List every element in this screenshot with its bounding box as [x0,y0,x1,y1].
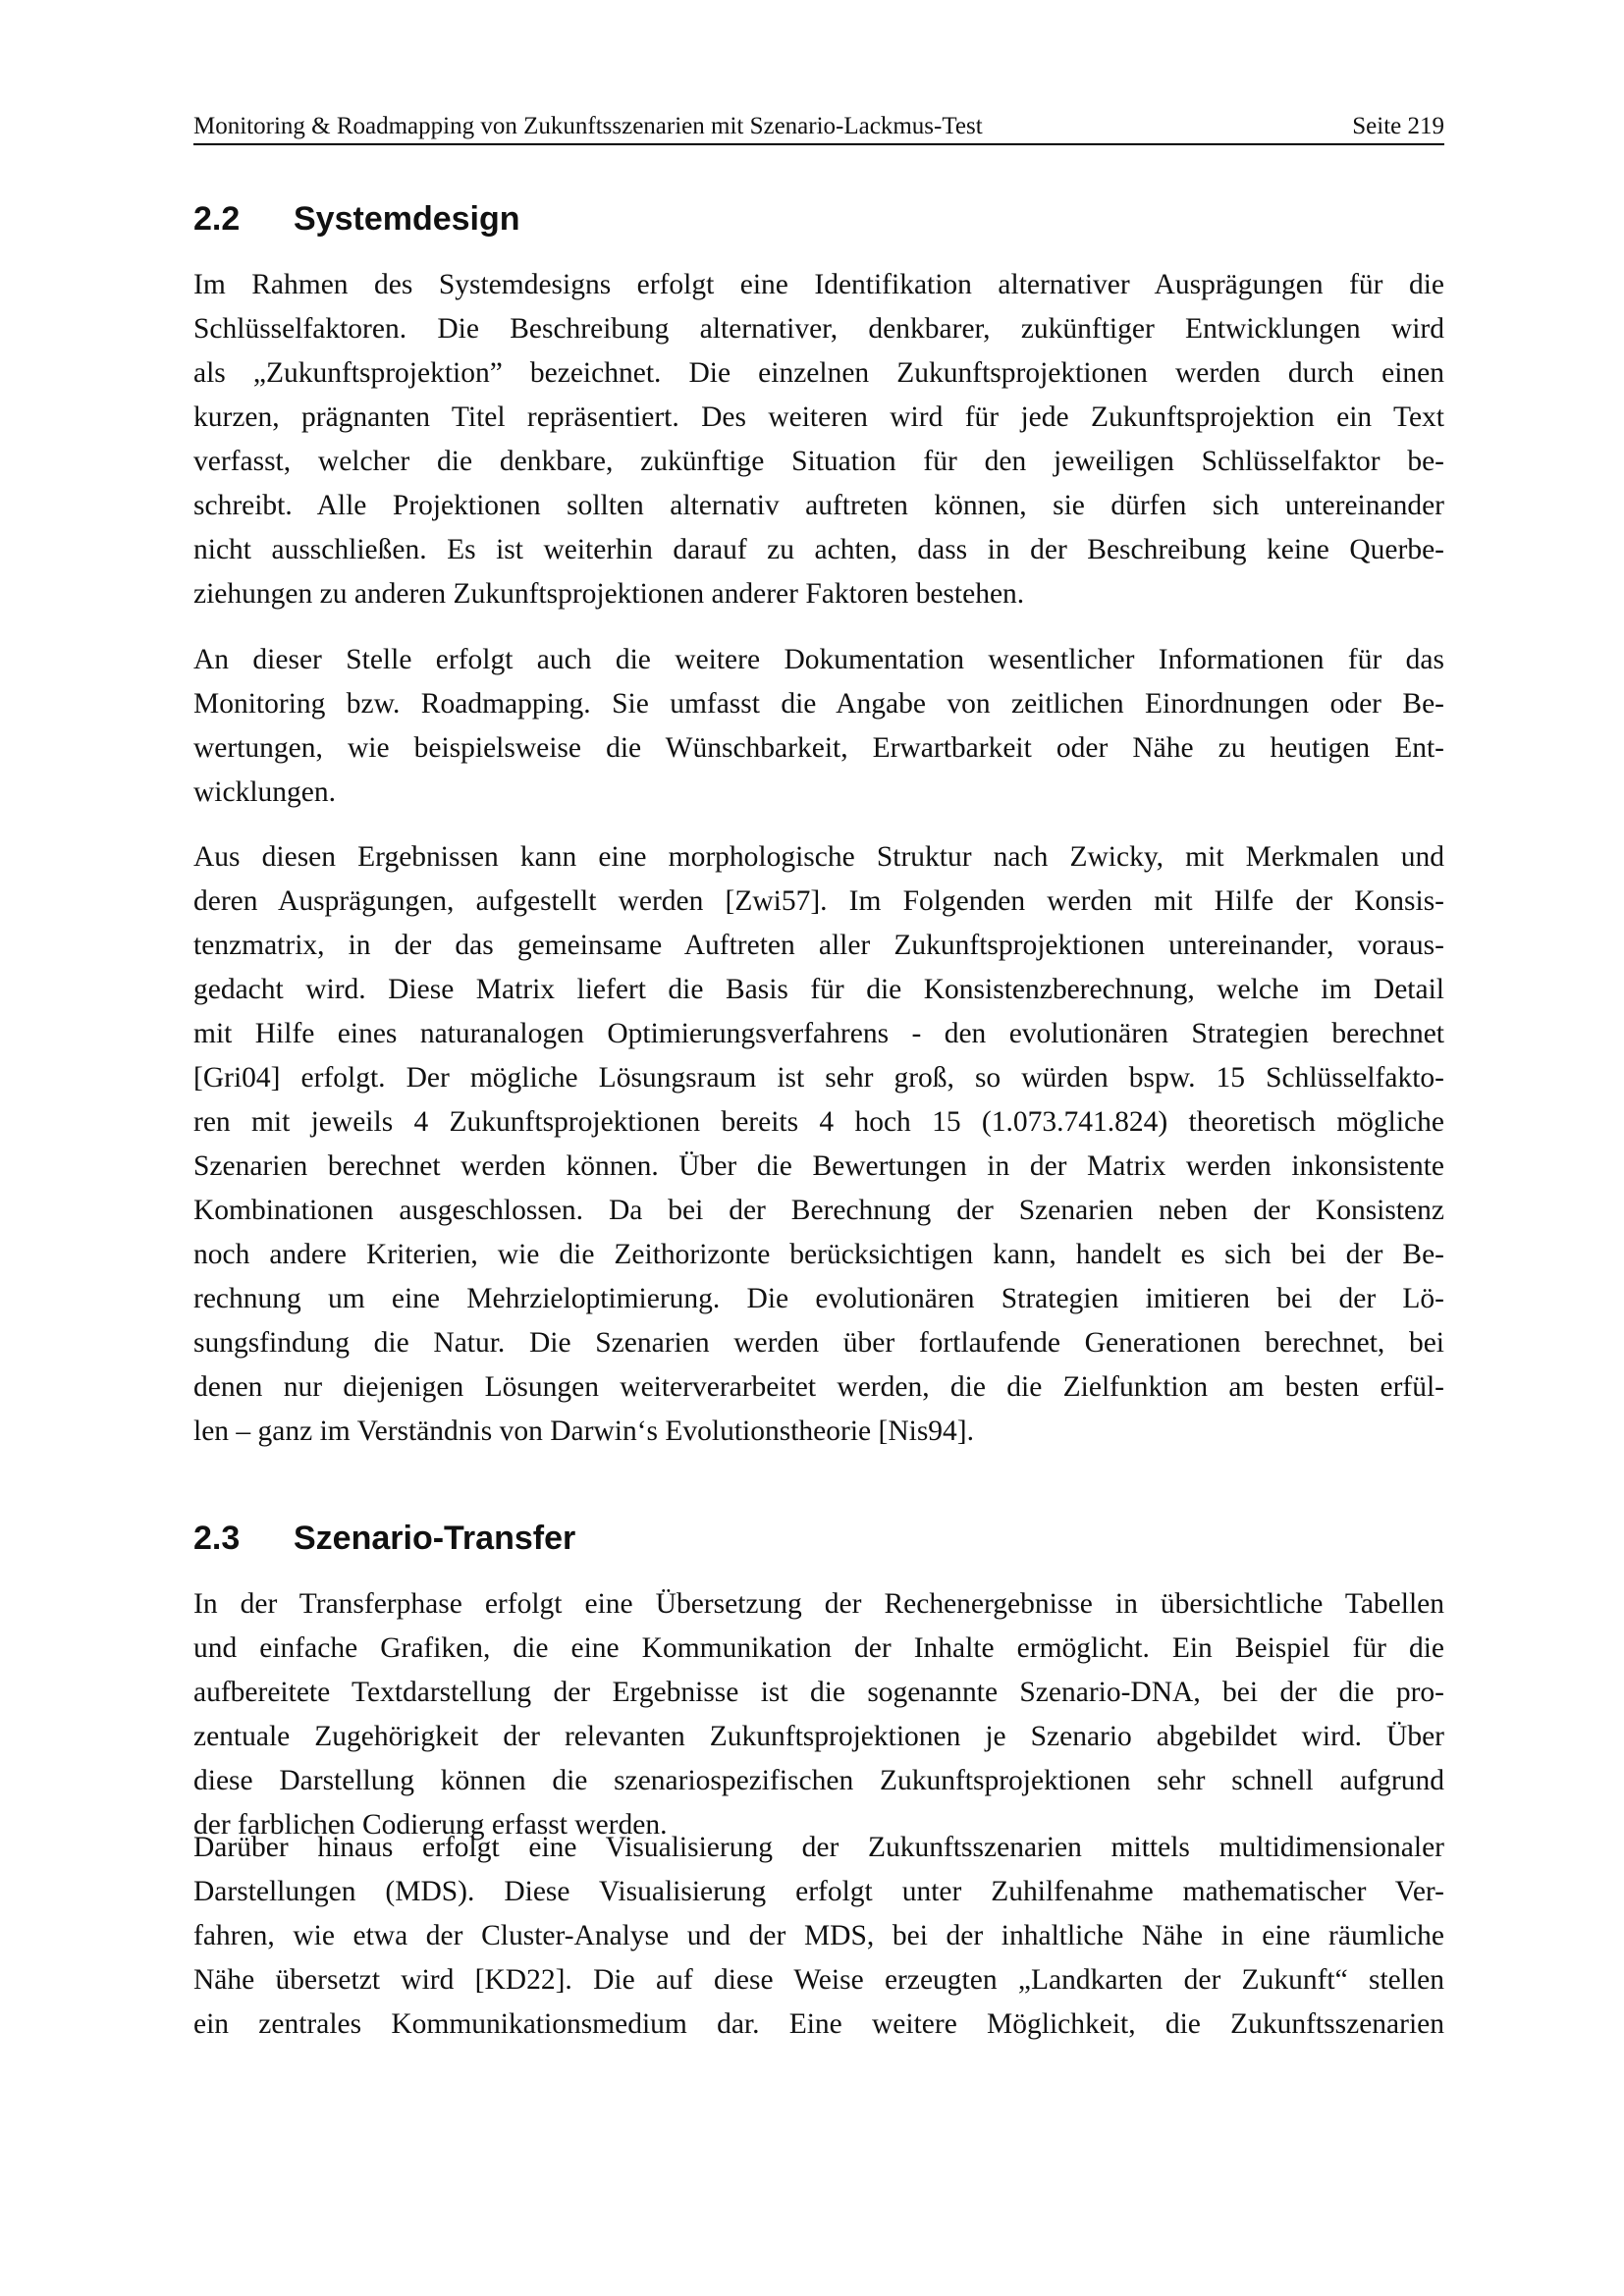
text-line: [Gri04] erfolgt. Der mögliche Lösungsraum ist sehr groß, so würden bspw. 15 Schlüsselfakto- [193,1062,1444,1094]
text-line: Aus diesen Ergebnissen kann eine morphologische Struktur nach Zwicky, mit Merkmalen und [193,841,1444,873]
text-line: nicht ausschließen. Es ist weiterhin darauf zu achten, dass in der Beschreibung keine Querbe- [193,534,1444,565]
text-line: ren mit jeweils 4 Zukunftsprojektionen bereits 4 hoch 15 (1.073.741.824) theoretisch mögliche [193,1106,1444,1138]
text-line: zentuale Zugehörigkeit der relevanten Zukunftsprojektionen je Szenario abgebildet wird. Über [193,1721,1444,1752]
page-number: Seite 219 [1352,113,1444,139]
text-line: ein zentrales Kommunikationsmedium dar. Eine weitere Möglichkeit, die Zukunftsszenarien [193,2008,1444,2040]
header-title: Monitoring & Roadmapping von Zukunftsszenarien mit Szenario-Lackmus-Test [193,113,983,139]
text-line: Monitoring bzw. Roadmapping. Sie umfasst die Angabe von zeitlichen Einordnungen oder Be- [193,688,1444,720]
paragraph [193,1826,1444,2047]
section-title: Szenario-Transfer [294,1520,576,1557]
text-line: In der Transferphase erfolgt eine Übersetzung der Rechenergebnisse in übersichtliche Tabellen [193,1588,1444,1620]
text-line: fahren, wie etwa der Cluster-Analyse und der MDS, bei der inhaltliche Nähe in eine räumliche [193,1920,1444,1951]
paragraph [193,638,1444,815]
text-line: gedacht wird. Diese Matrix liefert die Basis für die Konsistenzberechnung, welche im Detail [193,974,1444,1005]
text-line: denen nur diejenigen Lösungen weiterverarbeitet werden, die die Zielfunktion am besten erfül- [193,1371,1444,1403]
text-line: Nähe übersetzt wird [KD22]. Die auf diese Weise erzeugten „Landkarten der Zukunft“ stellen [193,1964,1444,1996]
text-line: wertungen, wie beispielsweise die Wünschbarkeit, Erwartbarkeit oder Nähe zu heutigen Ent- [193,732,1444,764]
text-line: An dieser Stelle erfolgt auch die weitere Dokumentation wesentlicher Informationen für das [193,644,1444,675]
text-line: Schlüsselfaktoren. Die Beschreibung alternativer, denkbarer, zukünftiger Entwicklungen wird [193,313,1444,345]
text-line: verfasst, welcher die denkbare, zukünftige Situation für den jeweiligen Schlüsselfaktor be- [193,446,1444,477]
text-line: ziehungen zu anderen Zukunftsprojektionen anderer Faktoren bestehen. [193,578,1025,610]
text-line: Szenarien berechnet werden können. Über die Bewertungen in der Matrix werden inkonsistente [193,1150,1444,1182]
text-line: der farblichen Codierung erfasst werden. [193,1809,668,1841]
text-line: schreibt. Alle Projektionen sollten alternativ auftreten können, sie dürfen sich untereinander [193,490,1444,521]
paragraph [193,1582,1444,1847]
text-line: deren Ausprägungen, aufgestellt werden [Zwi57]. Im Folgenden werden mit Hilfe der Konsis- [193,885,1444,917]
text-line: rechnung um eine Mehrzieloptimierung. Die evolutionären Strategien imitieren bei der Lö- [193,1283,1444,1314]
running-header [193,110,1444,145]
section-heading-systemdesign [193,199,520,239]
paragraph [193,263,1444,616]
section-number: 2.3 [193,1520,241,1557]
text-line: diese Darstellung können die szenariospezifischen Zukunftsprojektionen sehr schnell aufgrund [193,1765,1444,1796]
text-line: len – ganz im Verständnis von Darwin‘s Evolutionstheorie [Nis94]. [193,1415,975,1447]
section-title: Systemdesign [294,200,520,238]
text-line: Darstellungen (MDS). Diese Visualisierung erfolgt unter Zuhilfenahme mathematischer Ver- [193,1876,1444,1907]
text-line: kurzen, prägnanten Titel repräsentiert. Des weiteren wird für jede Zukunftsprojektion ein Text [193,401,1444,433]
text-line: noch andere Kriterien, wie die Zeithorizonte berücksichtigen kann, handelt es sich bei der Be- [193,1239,1444,1270]
text-line: tenzmatrix, in der das gemeinsame Auftreten aller Zukunftsprojektionen untereinander, voraus- [193,930,1444,961]
text-line: Darüber hinaus erfolgt eine Visualisierung der Zukunftsszenarien mittels multidimensionaler [193,1832,1444,1863]
paragraph [193,835,1444,1454]
text-line: und einfache Grafiken, die eine Kommunikation der Inhalte ermöglicht. Ein Beispiel für die [193,1632,1444,1664]
text-line: als „Zukunftsprojektion” bezeichnet. Die einzelnen Zukunftsprojektionen werden durch einen [193,357,1444,389]
text-line: sungsfindung die Natur. Die Szenarien werden über fortlaufende Generationen berechnet, bei [193,1327,1444,1359]
text-line: wicklungen. [193,776,337,808]
section-heading-szenario-transfer [193,1519,575,1558]
text-line: Im Rahmen des Systemdesigns erfolgt eine Identifikation alternativer Ausprägungen für die [193,269,1444,300]
text-line: Kombinationen ausgeschlossen. Da bei der Berechnung der Szenarien neben der Konsistenz [193,1195,1444,1226]
text-line: aufbereitete Textdarstellung der Ergebnisse ist die sogenannte Szenario-DNA, bei der die pro- [193,1677,1444,1708]
text-line: mit Hilfe eines naturanalogen Optimierungsverfahrens - den evolutionären Strategien berechnet [193,1018,1444,1049]
section-number: 2.2 [193,200,241,238]
